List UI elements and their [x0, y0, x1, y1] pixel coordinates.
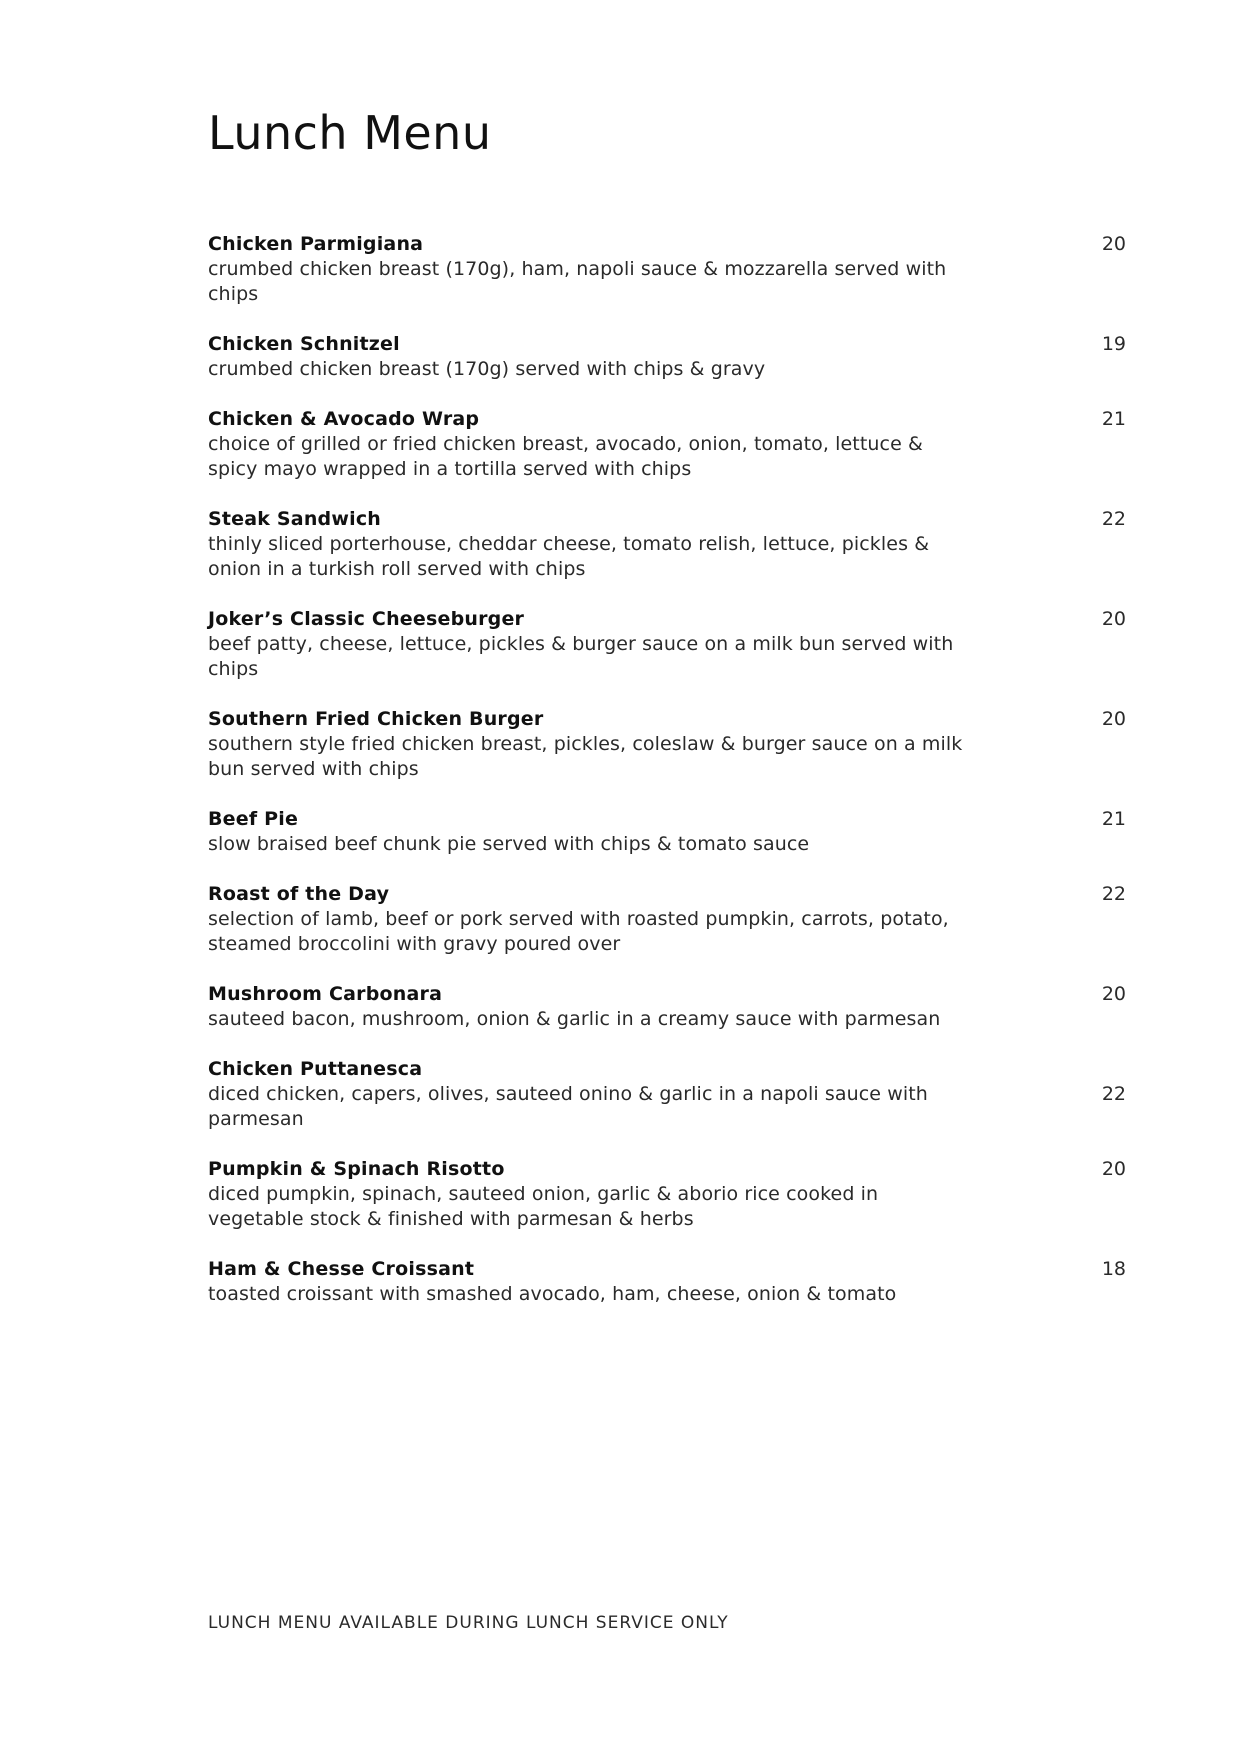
menu-item-price: 18	[1101, 1258, 1126, 1280]
menu-item-description: sauteed bacon, mushroom, onion & garlic in a creamy sauce with parmesan	[208, 1008, 941, 1030]
menu-item-price: 22	[1101, 508, 1126, 530]
menu-item-name: Chicken Puttanesca	[208, 1058, 423, 1080]
menu-item-price: 19	[1101, 333, 1126, 355]
menu-item-price: 20	[1101, 708, 1126, 730]
menu-item-name: Southern Fried Chicken Burger	[208, 708, 544, 730]
menu-item-description: thinly sliced porterhouse, cheddar cheese, tomato relish, lettuce, pickles & onion in a turkish roll served with chips	[208, 533, 930, 580]
menu-item-price: 20	[1101, 608, 1126, 630]
menu-item-description: selection of lamb, beef or pork served with roasted pumpkin, carrots, potato, steamed broccolini with gravy poured over	[208, 908, 949, 955]
menu-item-name: Chicken Schnitzel	[208, 333, 400, 355]
menu-item-description: choice of grilled or fried chicken breast, avocado, onion, tomato, lettuce & spicy mayo wrapped in a tortilla served with chips	[208, 433, 923, 480]
menu-item-name: Chicken Parmigiana	[208, 233, 424, 255]
menu-item-price: 22	[1101, 1083, 1126, 1105]
menu-item-name: Beef Pie	[208, 808, 299, 830]
menu-item-chicken-parmigiana	[208, 232, 1128, 332]
menu-item-name: Roast of the Day	[208, 883, 390, 905]
menu-item-description: diced pumpkin, spinach, sauteed onion, garlic & aborio rice cooked in vegetable stock & finished with parmesan & herbs	[208, 1183, 879, 1230]
menu-item-pumpkin-spinach-risotto	[208, 1157, 1128, 1257]
menu-item-description: diced chicken, capers, olives, sauteed onino & garlic in a napoli sauce with parmesan	[208, 1083, 928, 1130]
menu-item-mushroom-carbonara	[208, 982, 1128, 1057]
menu-item-price: 21	[1101, 808, 1126, 830]
menu-item-chicken-avocado-wrap	[208, 407, 1128, 507]
menu-item-price: 20	[1101, 233, 1126, 255]
menu-item-name: Mushroom Carbonara	[208, 983, 443, 1005]
menu-item-southern-fried-chicken-burger	[208, 707, 1128, 807]
menu-item-beef-pie	[208, 807, 1128, 882]
menu-item-name: Chicken & Avocado Wrap	[208, 408, 480, 430]
menu-item-description: beef patty, cheese, lettuce, pickles & burger sauce on a milk bun served with chips	[208, 633, 954, 680]
footer-note: LUNCH MENU AVAILABLE DURING LUNCH SERVICE ONLY	[208, 1613, 729, 1633]
menu-item-price: 20	[1101, 1158, 1126, 1180]
menu-item-description: crumbed chicken breast (170g) served with chips & gravy	[208, 358, 766, 380]
menu-item-description: slow braised beef chunk pie served with chips & tomato sauce	[208, 833, 810, 855]
menu-item-roast-of-the-day	[208, 882, 1128, 982]
menu-item-name: Ham & Chesse Croissant	[208, 1258, 475, 1280]
menu-item-ham-cheese-croissant	[208, 1257, 1128, 1332]
menu-item-name: Joker’s Classic Cheeseburger	[208, 608, 525, 630]
menu-item-price: 21	[1101, 408, 1126, 430]
menu-item-description: southern style fried chicken breast, pickles, coleslaw & burger sauce on a milk bun served with chips	[208, 733, 963, 780]
menu-item-name: Pumpkin & Spinach Risotto	[208, 1158, 505, 1180]
menu-item-chicken-puttanesca	[208, 1057, 1128, 1157]
page-title: Lunch Menu	[208, 106, 492, 160]
menu-list	[208, 232, 1128, 1332]
menu-item-name: Steak Sandwich	[208, 508, 382, 530]
menu-item-description: crumbed chicken breast (170g), ham, napoli sauce & mozzarella served with chips	[208, 258, 947, 305]
menu-item-classic-cheeseburger	[208, 607, 1128, 707]
menu-item-price: 20	[1101, 983, 1126, 1005]
menu-item-description: toasted croissant with smashed avocado, ham, cheese, onion & tomato	[208, 1283, 897, 1305]
menu-item-steak-sandwich	[208, 507, 1128, 607]
menu-item-price: 22	[1101, 883, 1126, 905]
menu-item-chicken-schnitzel	[208, 332, 1128, 407]
